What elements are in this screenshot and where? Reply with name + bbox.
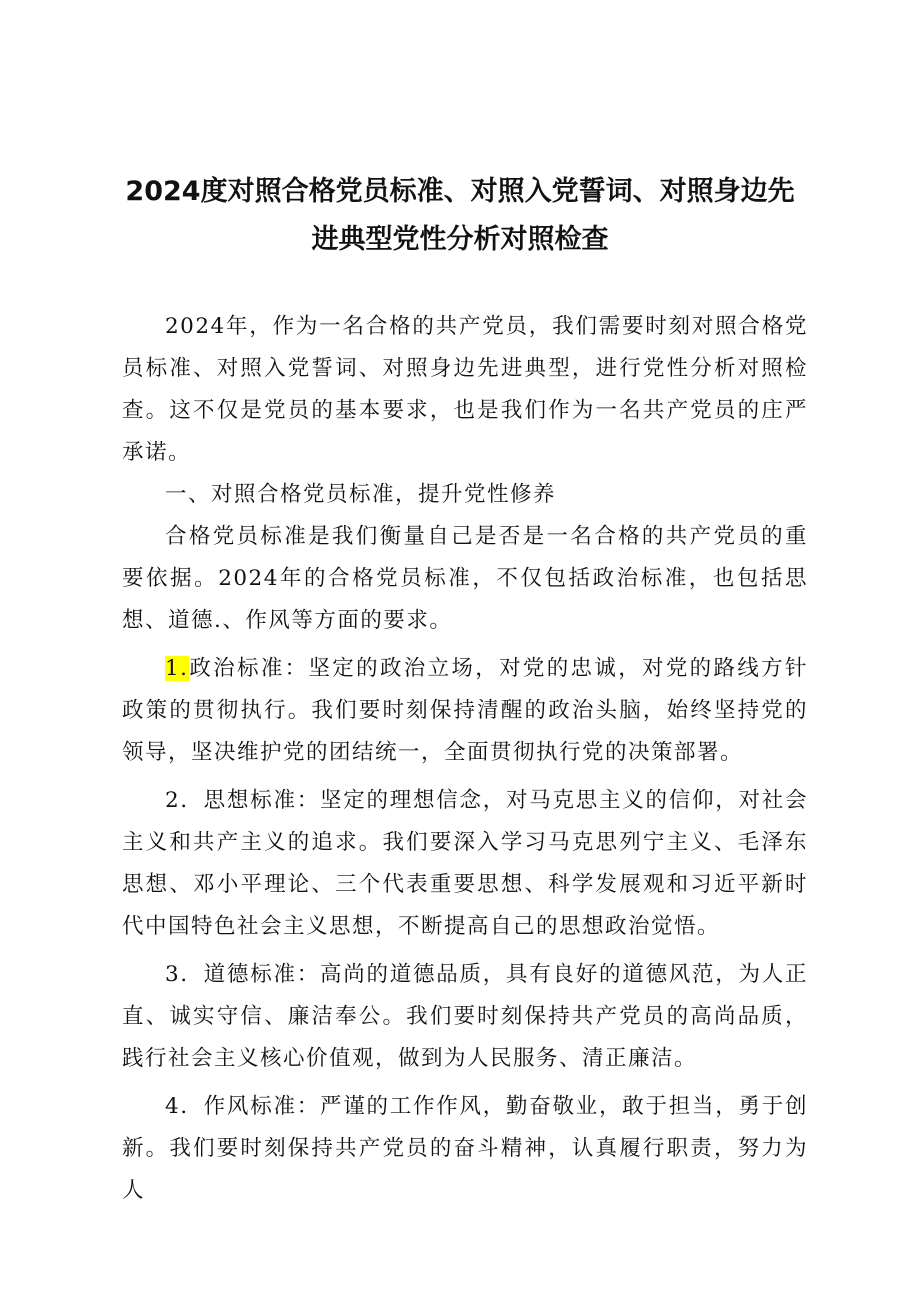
item-work-style: 4．作风标准：严谨的工作作风，勤奋敬业，敢于担当，勇于创新。我们要时刻保持共产党员的奋斗精神，认真履行职责，努力为人	[122, 1094, 808, 1203]
item-number-highlight: 1.	[165, 656, 189, 681]
document-body	[122, 306, 808, 1212]
item-political	[122, 648, 808, 774]
intro-paragraph: 2024年，作为一名合格的共产党员，我们需要时刻对照合格党员标准、对照入党誓词、对照身边先进典型，进行党性分析对照检查。这不仅是党员的基本要求，也是我们作为一名共产党员的庄严承诺。	[122, 314, 808, 465]
item-moral: 3．道德标准：高尚的道德品质，具有良好的道德风范，为人正直、诚实守信、廉洁奉公。我们要时刻保持共产党员的高尚品质，践行社会主义核心价值观，做到为人民服务、清正廉洁。	[122, 962, 808, 1071]
item-ideological: 2．思想标准：坚定的理想信念，对马克思主义的信仰，对社会主义和共产主义的追求。我们要深入学习马克思列宁主义、毛泽东思想、邓小平理论、三个代表重要思想、科学发展观和习近平新时代中国特色社会主义思想，不断提高自己的思想政治觉悟。	[122, 788, 808, 939]
standards-paragraph: 合格党员标准是我们衡量自己是否是一名合格的共产党员的重要依据。2024年的合格党员标准，不仅包括政治标准，也包括思想、道德.、作风等方面的要求。	[122, 524, 808, 633]
document-title	[100, 168, 820, 264]
title-line-1: 2024度对照合格党员标准、对照入党誓词、对照身边先	[125, 176, 795, 207]
title-line-2: 进典型党性分析对照检查	[311, 224, 609, 255]
item-political-text: 政治标准：坚定的政治立场，对党的忠诚，对党的路线方针政策的贯彻执行。我们要时刻保持清醒的政治头脑，始终坚持党的领导，坚决维护党的团结统一，全面贯彻执行党的决策部署。	[122, 656, 808, 765]
section-heading: 一、对照合格党员标准，提升党性修养	[165, 482, 557, 507]
